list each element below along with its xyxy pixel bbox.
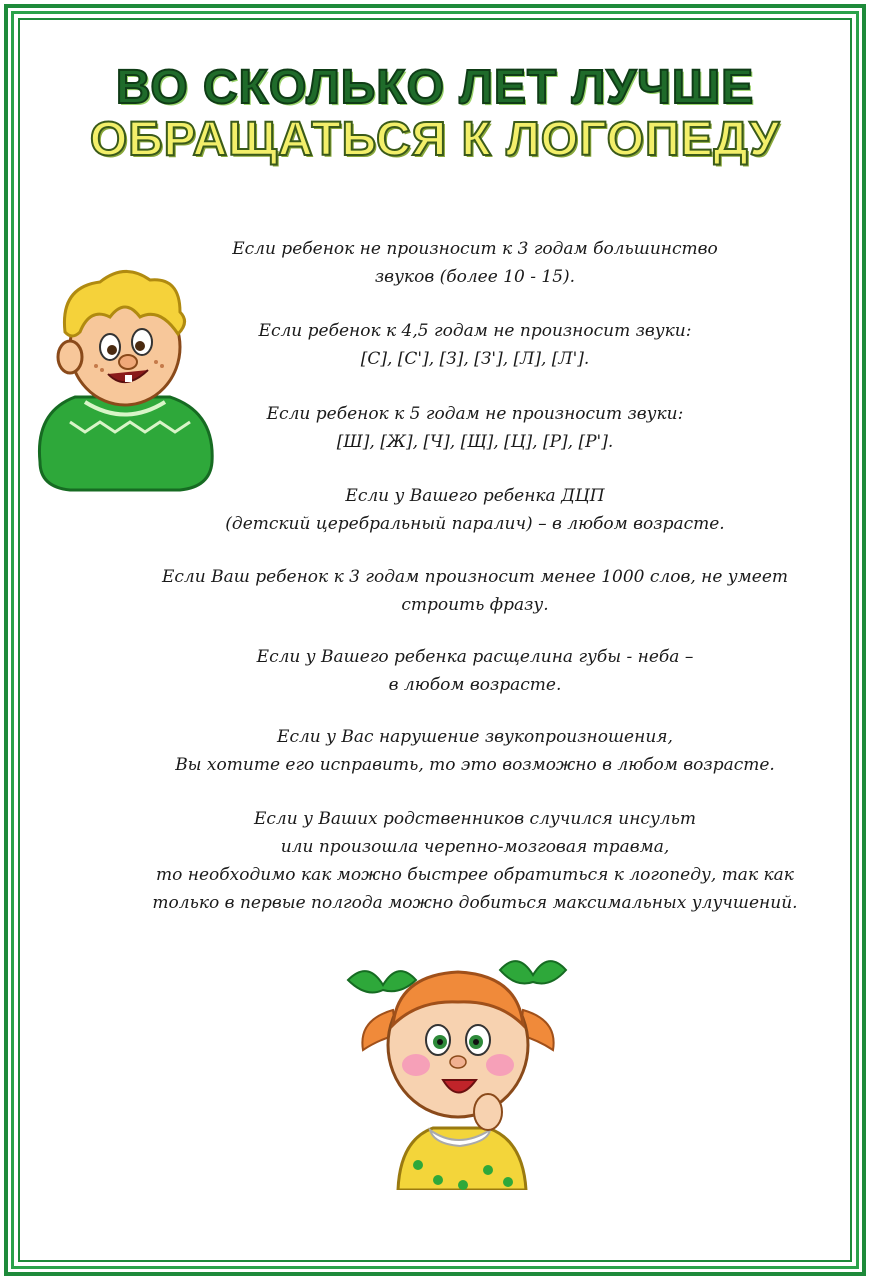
paragraph-8: [0, 805, 870, 917]
paragraph-7: [0, 723, 870, 779]
boy-illustration: [30, 262, 220, 492]
paragraph-6: [0, 643, 870, 699]
paragraph-line: Если у Вас нарушение звукопроизношения,: [277, 727, 673, 747]
paragraph-2: [0, 317, 870, 373]
paragraph-4: [0, 482, 870, 538]
paragraph-line: Если у Вашего ребенка расщелина губы - неба –: [256, 647, 694, 667]
paragraph-line: (детский церебральный паралич) – в любом возрасте.: [225, 514, 725, 534]
paragraph-line: Если ребенок к 5 годам не произносит звуки:: [266, 404, 684, 424]
paragraph-line: строить фразу.: [401, 595, 549, 615]
paragraph-line: [Ш], [Ж], [Ч], [Щ], [Ц], [Р], [Р'].: [336, 432, 614, 452]
paragraph-line: то необходимо как можно быстрее обратиться к логопеду, так как: [156, 865, 794, 885]
paragraph-line: звуков (более 10 - 15).: [374, 267, 576, 287]
page-title-line-1: ВО СКОЛЬКО ЛЕТ ЛУЧШЕ: [115, 61, 755, 114]
girl-illustration: [338, 940, 578, 1190]
paragraph-line: Если Ваш ребенок к 3 годам произносит менее 1000 слов, не умеет: [161, 567, 789, 587]
paragraph-line: Если у Ваших родственников случился инсульт: [253, 809, 697, 829]
paragraph-line: Если ребенок к 4,5 годам не произносит звуки:: [258, 321, 692, 341]
paragraph-3: [0, 400, 870, 456]
paragraph-line: [С], [С'], [З], [З'], [Л], [Л'].: [360, 349, 590, 369]
paragraph-line: в любом возрасте.: [388, 675, 562, 695]
paragraph-5: [0, 563, 870, 619]
paragraph-line: Если у Вашего ребенка ДЦП: [345, 486, 605, 506]
page-title-line-2: ОБРАЩАТЬСЯ К ЛОГОПЕДУ: [89, 113, 781, 166]
paragraph-line: Вы хотите его исправить, то это возможно в любом возрасте.: [175, 755, 775, 775]
paragraph-line: только в первые полгода можно добиться максимальных улучшений.: [152, 893, 798, 913]
paragraph-1: [0, 235, 870, 291]
paragraph-line: или произошла черепно-мозговая травма,: [280, 837, 670, 857]
paragraph-line: Если ребенок не произносит к 3 годам большинство: [232, 239, 718, 259]
